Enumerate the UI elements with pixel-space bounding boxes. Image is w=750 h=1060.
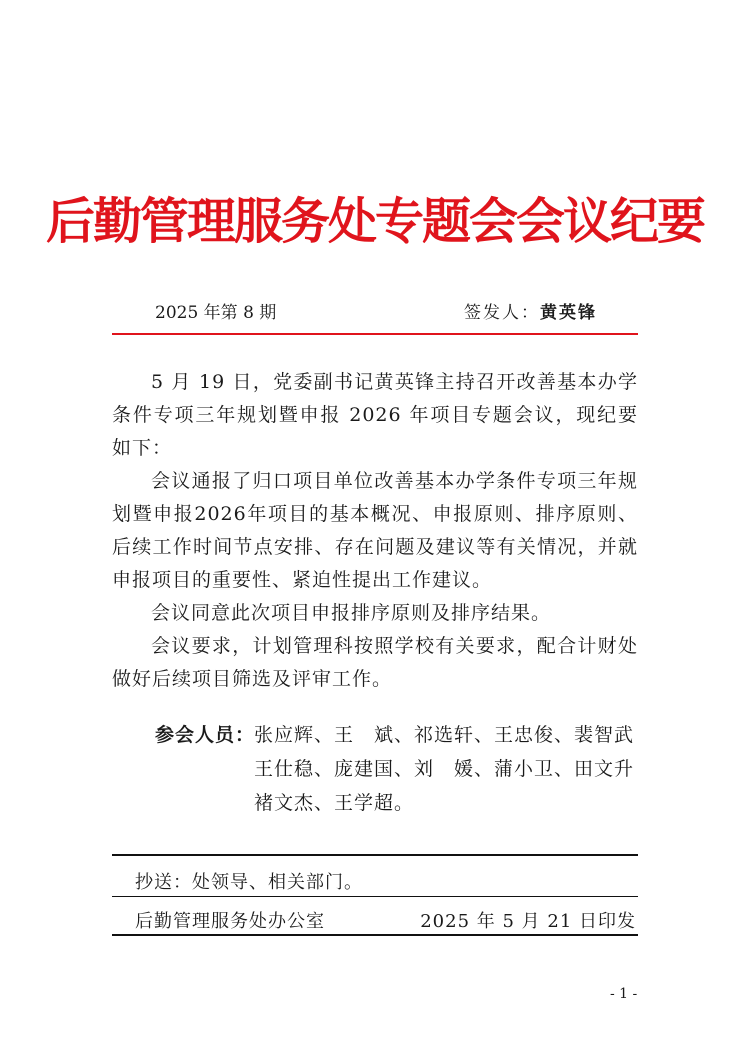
attendees-line: 张应辉、王 斌、祁选轩、王忠俊、裴智武 [254,724,635,746]
attendees-label: 参会人员： [155,724,256,746]
footer-bottom-rule [112,934,638,936]
document-body [112,366,638,696]
body-paragraph: 会议同意此次项目申报排序原则及排序结果。 [151,602,552,624]
page-number: - 1 - [610,986,638,1002]
issuer-label: 签发人： [464,303,540,323]
footer-top-rule [112,854,638,856]
issue-number: 2025 年第 8 期 [155,303,277,323]
cc-line: 抄送：处领导、相关部门。 [135,872,363,893]
attendees-line: 王仕稳、庞建国、刘 媛、蒲小卫、田文升 [254,758,635,780]
body-paragraph: 会议通报了归口项目单位改善基本办学条件专项三年规划暨申报2026年项目的基本概况、申报原则、排序原则、后续工作时间节点安排、存在问题及建议等有关情况，并就申报项目的重要性、紧迫性提出工作建议。 [112,470,638,591]
issuing-office: 后勤管理服务处办公室 [135,911,325,932]
issuer-name: 黄英锋 [540,303,597,323]
body-paragraph: 会议要求，计划管理科按照学校有关要求，配合计财处做好后续项目筛选及评审工作。 [112,635,638,690]
issue-date: 2025 年 5 月 21 日印发 [420,911,636,932]
document-title: 后勤管理服务处专题会会议纪要 [45,192,704,250]
attendees-list [254,718,654,820]
footer-middle-rule [112,896,638,897]
document-meta-row [0,298,750,324]
red-header-rule [112,333,638,335]
body-paragraph: 5 月 19 日，党委副书记黄英锋主持召开改善基本办学条件专项三年规划暨申报 2026 年项目专题会议，现纪要如下： [112,371,638,459]
issuer [464,298,597,323]
attendees-line: 褚文杰、王学超。 [254,792,415,814]
